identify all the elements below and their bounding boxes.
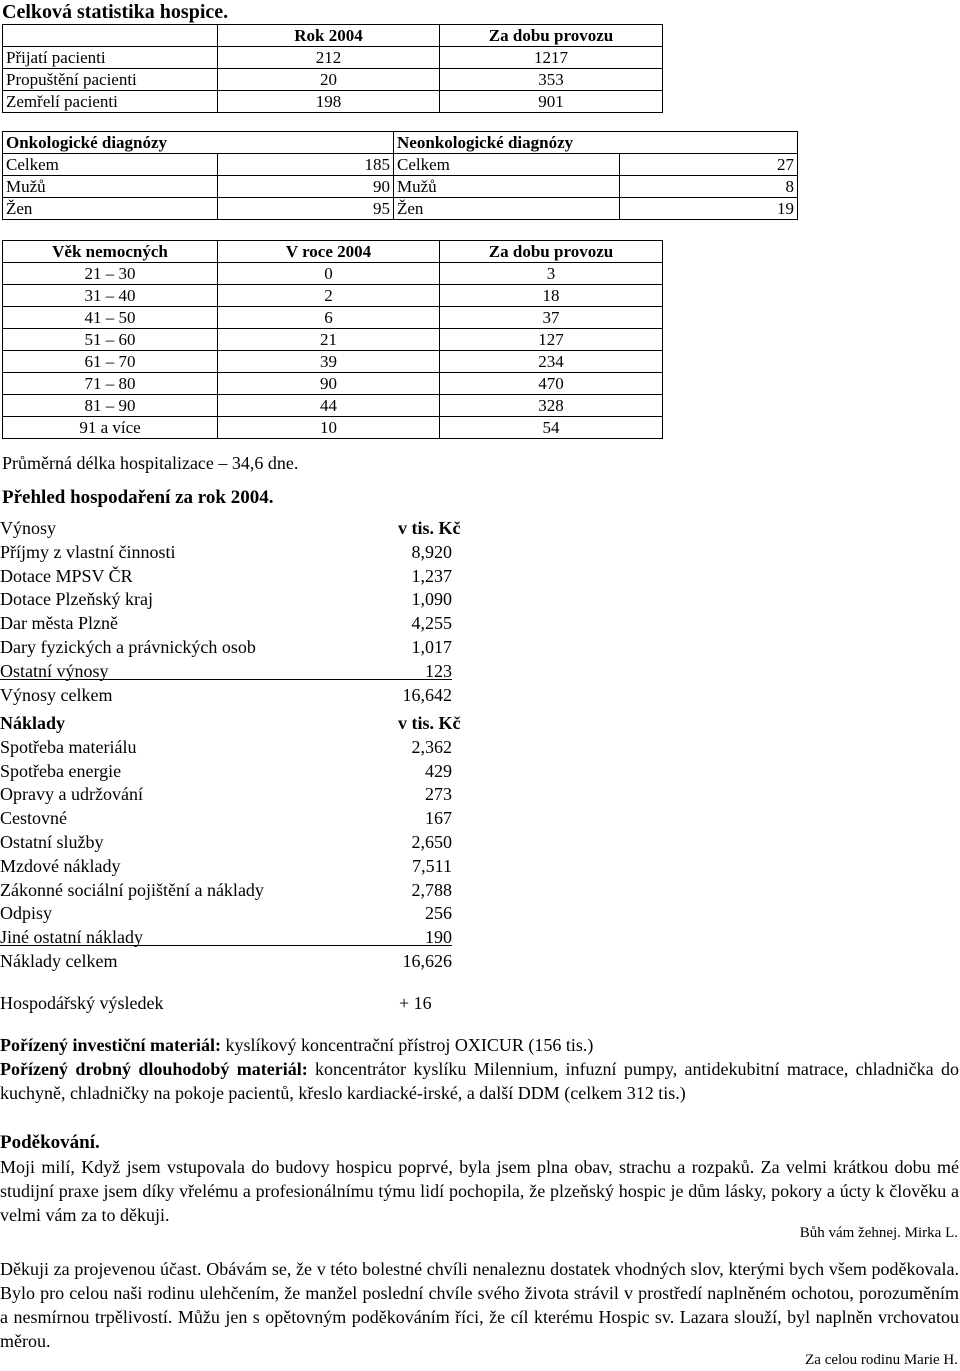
item-value: 256: [425, 903, 452, 924]
table-cell: 6: [218, 307, 440, 329]
table-header-row: [3, 25, 663, 47]
total-value: 16,642: [402, 684, 452, 705]
signature-2: Za celou rodinu Marie H.: [805, 1352, 958, 1368]
table-header-row: [3, 241, 663, 263]
total-label: Náklady celkem: [0, 950, 118, 971]
item-label: Zákonné sociální pojištění a náklady: [0, 879, 264, 900]
total-label: Výnosy celkem: [0, 684, 113, 705]
list-item: [0, 612, 480, 636]
table-cell: Celkem: [394, 154, 620, 176]
table-cell: Propuštění pacienti: [3, 69, 218, 91]
table-cell: 328: [440, 395, 663, 417]
table-cell: 234: [440, 351, 663, 373]
patients-table: [2, 24, 663, 113]
diagnosis-table: [2, 131, 798, 220]
item-label: Mzdové náklady: [0, 855, 121, 876]
table-cell: Mužů: [394, 176, 620, 198]
list-item: [0, 926, 480, 950]
table-row: [3, 285, 663, 307]
assets-paragraph: [0, 1057, 959, 1105]
table-header-cell: Rok 2004: [218, 25, 440, 47]
table-cell: 19: [620, 198, 798, 220]
item-value: 2,650: [411, 831, 452, 852]
table-row: [3, 47, 663, 69]
item-value: 190: [425, 927, 452, 948]
table-row: [3, 69, 663, 91]
thanks-title: Poděkování.: [0, 1132, 100, 1153]
table-header-cell: Věk nemocných: [3, 241, 218, 263]
table-cell: 37: [440, 307, 663, 329]
table-cell: Zemřelí pacienti: [3, 91, 218, 113]
table-cell: Přijatí pacienti: [3, 47, 218, 69]
result-label: Hospodářský výsledek: [0, 993, 164, 1013]
table-cell: 901: [440, 91, 663, 113]
item-value: 4,255: [411, 613, 452, 634]
item-label: Dar města Plzně: [0, 613, 118, 634]
list-item: [0, 736, 480, 760]
table-header-cell: Za dobu provozu: [440, 241, 663, 263]
table-row: [3, 263, 663, 285]
table-cell: 20: [218, 69, 440, 91]
item-label: Příjmy z vlastní činnosti: [0, 541, 176, 562]
table-cell: 18: [440, 285, 663, 307]
table-cell: 353: [440, 69, 663, 91]
table-cell: 51 – 60: [3, 329, 218, 351]
table-cell: 21 – 30: [3, 263, 218, 285]
item-label: Spotřeba energie: [0, 760, 122, 781]
assets-label: Pořízený drobný dlouhodobý materiál:: [0, 1059, 308, 1079]
item-label: Ostatní výnosy: [0, 660, 109, 681]
table-header-cell: Za dobu provozu: [440, 25, 663, 47]
table-cell: 61 – 70: [3, 351, 218, 373]
sum-divider: [0, 945, 452, 946]
average-stay-text: Průměrná délka hospitalizace – 34,6 dne.: [2, 453, 299, 473]
table-cell: 39: [218, 351, 440, 373]
item-label: Dary fyzických a právnických osob: [0, 636, 256, 657]
table-row: [3, 329, 663, 351]
item-label: Spotřeba materiálu: [0, 736, 137, 757]
table-cell: [3, 25, 218, 47]
costs-header-row: [0, 712, 480, 736]
table-cell: 8: [620, 176, 798, 198]
revenue-header-row: [0, 517, 480, 541]
signature-1: Bůh vám žehnej. Mirka L.: [799, 1225, 958, 1241]
table-cell: 21: [218, 329, 440, 351]
table-cell: 90: [218, 176, 394, 198]
list-item: [0, 831, 480, 855]
total-value: 16,626: [402, 950, 452, 971]
table-row: [3, 351, 663, 373]
item-label: Opravy a udržování: [0, 784, 143, 805]
table-row: [3, 395, 663, 417]
table-cell: Mužů: [3, 176, 218, 198]
table-cell: Žen: [394, 198, 620, 220]
table-cell: 127: [440, 329, 663, 351]
table-row: [3, 417, 663, 439]
table-cell: 54: [440, 417, 663, 439]
table-cell: 185: [218, 154, 394, 176]
item-value: 167: [425, 808, 452, 829]
item-value: 123: [425, 660, 452, 681]
table-row: [3, 198, 798, 220]
table-cell: Žen: [3, 198, 218, 220]
table-cell: 1217: [440, 47, 663, 69]
list-item: [0, 783, 480, 807]
item-value: 7,511: [412, 855, 452, 876]
table-cell: 44: [218, 395, 440, 417]
list-item: [0, 855, 480, 879]
costs-total-row: [0, 950, 480, 974]
costs-header: Náklady: [0, 713, 66, 733]
list-item: [0, 760, 480, 784]
age-table: [2, 240, 663, 439]
table-cell: 3: [440, 263, 663, 285]
item-label: Ostatní služby: [0, 831, 104, 852]
table-cell: 27: [620, 154, 798, 176]
revenue-header: Výnosy: [0, 518, 57, 538]
item-label: Dotace Plzeňský kraj: [0, 589, 153, 610]
list-item: [0, 879, 480, 903]
page-title: Celková statistika hospice.: [2, 1, 229, 23]
invest-label: Pořízený investiční materiál:: [0, 1035, 221, 1055]
table-row: [3, 373, 663, 395]
table-row: [3, 307, 663, 329]
revenue-unit: v tis. Kč: [398, 518, 461, 538]
list-item: [0, 565, 480, 589]
table-row: [3, 154, 798, 176]
table-cell: 31 – 40: [3, 285, 218, 307]
item-value: 2,788: [411, 879, 452, 900]
item-value: 1,237: [411, 565, 452, 586]
list-item: [0, 636, 480, 660]
list-item: [0, 588, 480, 612]
table-cell: 470: [440, 373, 663, 395]
item-value: 1,017: [411, 636, 452, 657]
table-cell: 91 a více: [3, 417, 218, 439]
table-cell: Celkem: [3, 154, 218, 176]
table-cell: 212: [218, 47, 440, 69]
costs-block: [0, 712, 480, 974]
table-cell: 198: [218, 91, 440, 113]
table-cell: 95: [218, 198, 394, 220]
sum-divider: [0, 679, 452, 680]
item-label: Jiné ostatní náklady: [0, 927, 143, 948]
table-row: [3, 176, 798, 198]
item-label: Odpisy: [0, 903, 53, 924]
result-value: + 16: [399, 993, 432, 1013]
table-header-cell: V roce 2004: [218, 241, 440, 263]
table-cell: 71 – 80: [3, 373, 218, 395]
table-row: [3, 91, 663, 113]
list-item: [0, 902, 480, 926]
list-item: [0, 807, 480, 831]
table-cell: 41 – 50: [3, 307, 218, 329]
table-header-cell: Neonkologické diagnózy: [394, 132, 798, 154]
table-header-row: [3, 132, 798, 154]
revenue-total-row: [0, 684, 480, 708]
thanks-paragraph-2: Děkuji za projevenou účast. Obávám se, že v této bolestné chvíli nenaleznu dostatek vhodných slov, kterými bych všem poděkovala. Bylo pro celou naši rodinu ulehčením, že manžel poslední chvíle svého života strávil v prostředí naplněném ochotou, porozuměním a nesmírnou trpělivostí. Můžu jen s opětovným poděkováním říci, že cíl kterému Hospic sv. Lazara slouží, byl naplněn vrchovatou měrou.: [0, 1259, 959, 1351]
item-value: 429: [425, 760, 452, 781]
item-label: Dotace MPSV ČR: [0, 565, 133, 586]
invest-paragraph: [0, 1033, 959, 1057]
item-value: 273: [425, 784, 452, 805]
table-cell: 10: [218, 417, 440, 439]
table-cell: 90: [218, 373, 440, 395]
table-cell: 81 – 90: [3, 395, 218, 417]
item-label: Cestovné: [0, 808, 67, 829]
table-cell: 2: [218, 285, 440, 307]
thanks-paragraph-1: Moji milí, Když jsem vstupovala do budovy hospicu poprvé, byla jsem plna obav, strachu a rozpaků. Za velmi krátkou dobu mé studijní praxe jsem díky vřelému a profesionálnímu týmu lidí pochopila, že plzeňský hospic je dům lásky, pokory a úcty k člověku a velmi vám za to děkuji.: [0, 1157, 959, 1225]
item-value: 8,920: [411, 541, 452, 562]
assets-text: koncentrátor kyslíku Milennium, infuzní pumpy, antidekubitní matrace, chladnička do kuchyně, chladničky na pokoje pacientů, křeslo kardiacké-irské, a další DDM (celkem 312 tis.): [0, 1059, 959, 1103]
item-value: 1,090: [411, 589, 452, 610]
invest-text: kyslíkový koncentrační přístroj OXICUR (156 tis.): [220, 1035, 594, 1055]
list-item: [0, 660, 480, 684]
item-value: 2,362: [411, 736, 452, 757]
list-item: [0, 541, 480, 565]
table-header-cell: Onkologické diagnózy: [3, 132, 394, 154]
finance-title: Přehled hospodaření za rok 2004.: [2, 487, 274, 508]
table-cell: 0: [218, 263, 440, 285]
costs-unit: v tis. Kč: [398, 713, 461, 733]
